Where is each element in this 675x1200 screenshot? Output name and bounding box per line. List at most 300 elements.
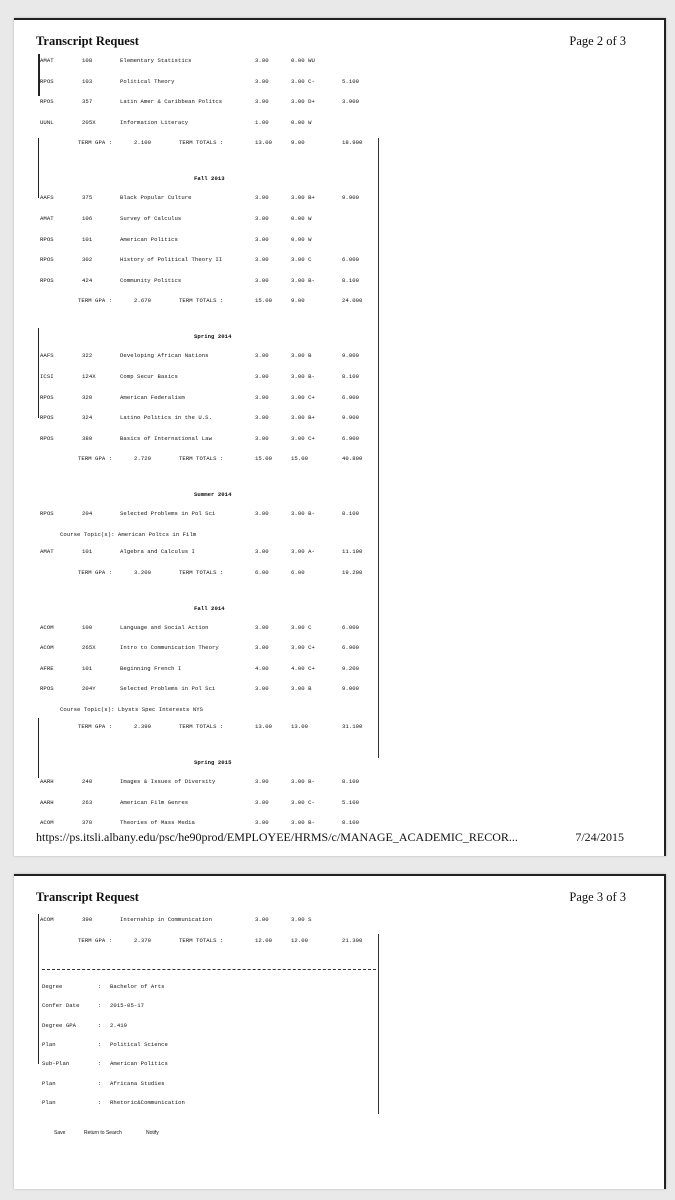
course-subject: ACOM (40, 623, 54, 631)
term-earned-total: 9.00 (291, 139, 305, 147)
degree-field-separator: : (98, 1060, 102, 1068)
degree-field-separator: : (98, 1021, 102, 1029)
degree-row (14, 1099, 664, 1109)
term-totals-label: TERM TOTALS : (179, 139, 224, 147)
course-subject: AFRE (40, 664, 54, 672)
course-earned: 3.00 (291, 276, 305, 284)
course-earned: 3.00 (291, 434, 305, 442)
term-totals-label: TERM TOTALS : (179, 297, 224, 305)
course-earned-grade (291, 685, 311, 692)
course-subject: RPOS (40, 256, 54, 264)
course-number: 124X (82, 373, 96, 380)
course-subject: AARH (40, 778, 54, 785)
term-points-total: 21.300 (342, 936, 363, 944)
course-grade: C (308, 256, 312, 264)
course-title: Comp Secur Basics (120, 373, 178, 380)
course-earned-grade (291, 256, 311, 263)
course-grade: B- (308, 276, 315, 284)
course-row (14, 665, 664, 675)
course-attempted: 3.00 (255, 373, 269, 380)
course-earned-grade (291, 665, 315, 672)
course-attempted: 3.00 (255, 215, 269, 222)
term-heading: Spring 2014 (194, 333, 232, 341)
course-number: 380 (82, 434, 93, 442)
course-grade: B- (308, 819, 315, 827)
course-subject: RPOS (40, 276, 54, 284)
degree-field-value: Political Science (110, 1040, 168, 1048)
course-title: Theories of Mass Media (120, 819, 195, 827)
course-points: 9.200 (342, 664, 360, 672)
course-earned-grade (291, 119, 311, 126)
course-points: 5.100 (342, 77, 360, 85)
course-attempted: 3.00 (255, 414, 269, 422)
course-points: 6.900 (342, 434, 360, 442)
course-subject: RPOS (40, 98, 54, 106)
course-grade: W (308, 215, 312, 222)
course-row (14, 236, 664, 246)
course-earned: 0.00 (291, 235, 305, 243)
degree-row (14, 1002, 664, 1012)
course-number: 324 (82, 414, 93, 422)
course-subject: RPOS (40, 685, 54, 693)
course-title: Latin Amer & Caribbean Politcs (120, 98, 223, 106)
course-row (14, 916, 664, 926)
course-subject: AMAT (40, 548, 54, 555)
degree-field-label: Sub-Plan (42, 1060, 70, 1068)
term-heading: Summer 2014 (194, 491, 232, 499)
course-attempted: 3.00 (255, 57, 269, 64)
degree-field-label: Plan (42, 1040, 56, 1048)
course-attempted: 3.00 (255, 256, 269, 264)
course-attempted: 3.00 (255, 393, 269, 401)
term-total-row (14, 569, 664, 579)
course-row (14, 277, 664, 287)
term-total-row (14, 723, 664, 733)
page-top-rule (14, 874, 664, 876)
transcript-page-3 (14, 874, 666, 1189)
course-attempted: 3.00 (255, 548, 269, 555)
degree-field-value: American Politics (110, 1060, 168, 1068)
course-grade: W (308, 118, 312, 126)
course-grade: C- (308, 798, 315, 806)
term-attempted-total: 15.00 (255, 455, 273, 463)
course-earned: 3.00 (291, 373, 305, 380)
term-attempted-total: 15.00 (255, 297, 273, 305)
term-totals-label: TERM TOTALS : (179, 936, 224, 944)
term-totals-label: TERM TOTALS : (179, 455, 224, 463)
term-points-total: 40.800 (342, 455, 363, 463)
page-top-rule (14, 18, 664, 20)
course-earned-grade (291, 194, 315, 201)
degree-field-label: Degree (42, 983, 63, 990)
course-grade: C- (308, 77, 315, 85)
course-row (14, 78, 664, 88)
course-grade: A- (308, 548, 315, 555)
term-total-row (14, 139, 664, 149)
course-subject: RPOS (40, 235, 54, 243)
degree-field-label: Degree GPA (42, 1021, 77, 1029)
course-earned-grade (291, 799, 315, 806)
term-gpa-label: TERM GPA : (78, 297, 113, 305)
transcript-page-2 (14, 18, 666, 856)
term-attempted-total: 13.00 (255, 723, 273, 730)
course-subject: RPOS (40, 77, 54, 85)
degree-row (14, 1080, 664, 1090)
course-row (14, 119, 664, 129)
course-number: 101 (82, 664, 93, 672)
course-subject: RPOS (40, 510, 54, 518)
term-heading: Spring 2015 (194, 759, 232, 766)
course-earned: 3.00 (291, 548, 305, 555)
course-title: Information Literacy (120, 118, 189, 126)
course-earned-grade (291, 435, 315, 442)
course-points: 8.100 (342, 276, 360, 284)
course-points: 6.000 (342, 256, 360, 264)
term-points-total: 18.900 (342, 139, 363, 147)
course-earned: 3.00 (291, 98, 305, 106)
course-row (14, 510, 664, 520)
course-subject: AMAT (40, 215, 54, 222)
course-title: Survey of Calculus (120, 215, 182, 222)
footer-url: https://ps.itsli.albany.edu/psc/he90prod/EMPLOYEE/HRMS/c/MANAGE_ACADEMIC_RECOR... (36, 830, 518, 844)
course-attempted: 3.00 (255, 77, 269, 85)
course-grade: B- (308, 373, 315, 380)
course-title: Elementary Statistics (120, 57, 192, 64)
course-subject: ACOM (40, 916, 54, 923)
course-points: 9.000 (342, 685, 360, 693)
course-row (14, 799, 664, 809)
term-gpa-label: TERM GPA : (78, 723, 113, 730)
degree-field-separator: : (98, 983, 102, 990)
course-earned: 3.00 (291, 352, 305, 360)
term-totals-label: TERM TOTALS : (179, 568, 224, 576)
course-number: 263 (82, 798, 93, 806)
course-points: 9.900 (342, 194, 360, 202)
course-title: Basics of International Law (120, 434, 212, 442)
course-title: American Film Genres (120, 798, 189, 806)
course-points: 9.900 (342, 414, 360, 422)
course-grade: W (308, 235, 312, 243)
course-earned-grade (291, 352, 311, 359)
degree-field-value: Rhetoric&Communication (110, 1098, 185, 1106)
course-earned-grade (291, 236, 311, 243)
course-subject: AMAT (40, 57, 54, 64)
course-earned: 3.00 (291, 414, 305, 422)
term-earned-total: 12.00 (291, 936, 309, 944)
course-title: Algebra and Calculus I (120, 548, 195, 555)
course-earned-grade (291, 98, 315, 105)
course-row (14, 256, 664, 266)
course-title: American Federalism (120, 393, 185, 401)
course-grade: C (308, 623, 312, 631)
degree-field-separator: : (98, 1079, 102, 1087)
course-title: Beginning French I (120, 664, 182, 672)
course-topic: Course Topic(s): American Poltcs in Film (60, 531, 197, 538)
course-title: Political Theory (120, 77, 175, 85)
course-number: 370 (82, 819, 93, 827)
term-gpa-label: TERM GPA : (78, 568, 113, 576)
course-row (14, 194, 664, 204)
course-grade: C+ (308, 434, 315, 442)
course-title: History of Political Theory II (120, 256, 223, 264)
course-row (14, 57, 664, 67)
degree-field-value: Africana Studies (110, 1079, 165, 1087)
course-row (14, 373, 664, 383)
term-total-row (14, 937, 664, 947)
course-points: 8.100 (342, 778, 360, 785)
degree-field-value: 2015-05-17 (110, 1002, 145, 1010)
course-title: Developing African Nations (120, 352, 209, 360)
course-points: 11.100 (342, 548, 363, 555)
course-grade: WU (308, 57, 315, 64)
course-attempted: 3.00 (255, 623, 269, 631)
term-points-total: 31.100 (342, 723, 363, 730)
course-earned: 3.00 (291, 510, 305, 518)
course-grade: C+ (308, 644, 315, 652)
course-number: 375 (82, 194, 93, 202)
degree-row (14, 1060, 664, 1070)
course-points: 8.100 (342, 373, 360, 380)
term-heading: Fall 2014 (194, 604, 225, 612)
term-gpa-label: TERM GPA : (78, 139, 113, 147)
course-points: 8.100 (342, 510, 360, 518)
course-earned-grade (291, 548, 315, 555)
course-grade: S (308, 916, 312, 923)
course-title: Selected Problems in Pol Sci (120, 685, 216, 693)
term-earned-total: 15.00 (291, 455, 309, 463)
course-number: 265X (82, 644, 96, 652)
notify-button[interactable]: Notify (146, 1130, 159, 1136)
course-points: 6.900 (342, 393, 360, 401)
course-earned: 0.00 (291, 57, 305, 64)
course-number: 108 (82, 57, 93, 64)
course-number: 204Y (82, 685, 96, 693)
course-number: 101 (82, 548, 93, 555)
degree-row (14, 1022, 664, 1032)
term-gpa-label: TERM GPA : (78, 455, 113, 463)
course-subject: RPOS (40, 414, 54, 422)
term-gpa-value: 2.370 (134, 936, 152, 944)
course-number: 302 (82, 256, 93, 264)
term-earned-total: 9.00 (291, 297, 305, 305)
footer-date: 7/24/2015 (575, 830, 624, 844)
degree-field-label: Plan (42, 1098, 56, 1106)
course-earned-grade (291, 373, 315, 380)
term-gpa-value: 2.670 (134, 297, 152, 305)
course-earned-grade (291, 215, 311, 222)
course-earned-grade (291, 644, 315, 651)
course-number: 320 (82, 393, 93, 401)
course-grade: D+ (308, 98, 315, 106)
course-title: Selected Problems in Pol Sci (120, 510, 216, 518)
course-row (14, 819, 664, 829)
course-earned: 3.00 (291, 623, 305, 631)
term-total-row (14, 297, 664, 307)
course-grade: B+ (308, 194, 315, 202)
degree-row (14, 983, 664, 993)
course-earned-grade (291, 414, 315, 421)
course-points: 9.000 (342, 352, 360, 360)
course-points: 6.900 (342, 644, 360, 652)
course-row (14, 548, 664, 558)
course-attempted: 3.00 (255, 276, 269, 284)
course-earned-grade (291, 916, 311, 923)
course-topic: Course Topic(s): Lbysts Spec Interests NYS (60, 706, 204, 713)
save-button[interactable]: Save (54, 1130, 66, 1136)
course-points: 8.100 (342, 819, 360, 827)
course-row (14, 352, 664, 362)
course-number: 101 (82, 235, 93, 243)
term-points-total: 24.000 (342, 297, 363, 305)
degree-field-separator: : (98, 1098, 102, 1106)
course-earned: 3.00 (291, 644, 305, 652)
course-number: 205X (82, 118, 96, 126)
course-subject: ACOM (40, 644, 54, 652)
course-earned-grade (291, 78, 315, 85)
course-points: 3.900 (342, 98, 360, 106)
page-number: Page 2 of 3 (569, 34, 626, 48)
course-earned: 3.00 (291, 916, 305, 923)
course-attempted: 3.00 (255, 798, 269, 806)
course-subject: AAFS (40, 352, 54, 360)
course-attempted: 4.00 (255, 664, 269, 672)
term-earned-total: 6.00 (291, 568, 305, 576)
course-number: 322 (82, 352, 93, 360)
course-earned-grade (291, 624, 311, 631)
course-earned: 4.00 (291, 664, 305, 672)
course-earned-grade (291, 819, 315, 826)
course-number: 240 (82, 778, 93, 785)
course-earned-grade (291, 394, 315, 401)
course-grade: C+ (308, 393, 315, 401)
term-heading: Fall 2013 (194, 175, 225, 183)
course-earned: 3.00 (291, 77, 305, 85)
course-grade: B+ (308, 414, 315, 422)
degree-field-separator: : (98, 1002, 102, 1010)
course-subject: ACOM (40, 819, 54, 827)
course-attempted: 3.00 (255, 685, 269, 693)
course-attempted: 3.00 (255, 819, 269, 827)
course-earned: 3.00 (291, 256, 305, 264)
degree-row (14, 1041, 664, 1051)
term-totals-label: TERM TOTALS : (179, 723, 224, 730)
term-gpa-value: 2.390 (134, 723, 152, 730)
course-row (14, 394, 664, 404)
course-subject: UUNL (40, 118, 54, 126)
page-title: Transcript Request (36, 890, 139, 904)
degree-field-value: Bachelor of Arts (110, 983, 165, 990)
course-number: 424 (82, 276, 93, 284)
degree-field-value: 2.410 (110, 1021, 128, 1029)
course-earned-grade (291, 277, 315, 284)
course-grade: B- (308, 510, 315, 518)
course-attempted: 3.00 (255, 235, 269, 243)
course-number: 390 (82, 916, 93, 923)
course-title: Black Popular Culture (120, 194, 192, 202)
course-subject: ICSI (40, 373, 54, 380)
term-attempted-total: 6.00 (255, 568, 269, 576)
course-title: Latino Politics in the U.S. (120, 414, 212, 422)
course-number: 106 (82, 215, 93, 222)
course-row (14, 685, 664, 695)
course-row (14, 98, 664, 108)
course-earned: 3.00 (291, 778, 305, 785)
term-gpa-label: TERM GPA : (78, 936, 113, 944)
course-number: 103 (82, 77, 93, 85)
degree-field-label: Plan (42, 1079, 56, 1087)
course-earned: 3.00 (291, 393, 305, 401)
course-row (14, 778, 664, 788)
course-grade: B- (308, 778, 315, 785)
course-number: 204 (82, 510, 93, 518)
course-earned: 3.00 (291, 685, 305, 693)
course-attempted: 1.00 (255, 118, 269, 126)
course-title: Intro to Communication Theory (120, 644, 219, 652)
course-earned: 3.00 (291, 819, 305, 827)
course-title: Community Politics (120, 276, 182, 284)
course-earned-grade (291, 510, 315, 517)
term-gpa-value: 2.720 (134, 455, 152, 463)
course-earned-grade (291, 778, 315, 785)
course-title: Language and Social Action (120, 623, 209, 631)
course-attempted: 3.00 (255, 194, 269, 202)
course-number: 100 (82, 623, 93, 631)
course-attempted: 3.00 (255, 352, 269, 360)
course-row (14, 435, 664, 445)
course-grade: C+ (308, 664, 315, 672)
course-points: 6.000 (342, 623, 360, 631)
course-attempted: 3.00 (255, 778, 269, 785)
course-subject: RPOS (40, 434, 54, 442)
term-gpa-value: 2.100 (134, 139, 152, 147)
course-subject: RPOS (40, 393, 54, 401)
course-earned: 0.00 (291, 118, 305, 126)
course-earned: 0.00 (291, 215, 305, 222)
course-attempted: 3.00 (255, 98, 269, 106)
course-attempted: 3.00 (255, 916, 269, 923)
course-title: Images & Issues of Diversity (120, 778, 216, 785)
course-title: American Politics (120, 235, 178, 243)
degree-field-separator: : (98, 1040, 102, 1048)
course-points: 5.100 (342, 798, 360, 806)
return-to-search-button[interactable]: Return to Search (84, 1130, 122, 1136)
course-row (14, 414, 664, 424)
course-row (14, 215, 664, 225)
section-divider (42, 969, 376, 970)
course-attempted: 3.00 (255, 434, 269, 442)
term-total-row (14, 455, 664, 465)
term-attempted-total: 13.00 (255, 139, 273, 147)
course-attempted: 3.00 (255, 644, 269, 652)
term-earned-total: 13.00 (291, 723, 309, 730)
page-title: Transcript Request (36, 34, 139, 48)
course-number: 357 (82, 98, 93, 106)
course-subject: AAFS (40, 194, 54, 202)
course-earned: 3.00 (291, 798, 305, 806)
course-earned-grade (291, 57, 315, 64)
course-row (14, 624, 664, 634)
term-points-total: 19.200 (342, 568, 363, 576)
course-title: Internship in Communication (120, 916, 212, 923)
page-number: Page 3 of 3 (569, 890, 626, 904)
term-attempted-total: 12.00 (255, 936, 273, 944)
degree-field-label: Confer Date (42, 1002, 80, 1010)
course-grade: B (308, 685, 312, 693)
course-earned: 3.00 (291, 194, 305, 202)
course-row (14, 644, 664, 654)
term-gpa-value: 3.200 (134, 568, 152, 576)
course-attempted: 3.00 (255, 510, 269, 518)
